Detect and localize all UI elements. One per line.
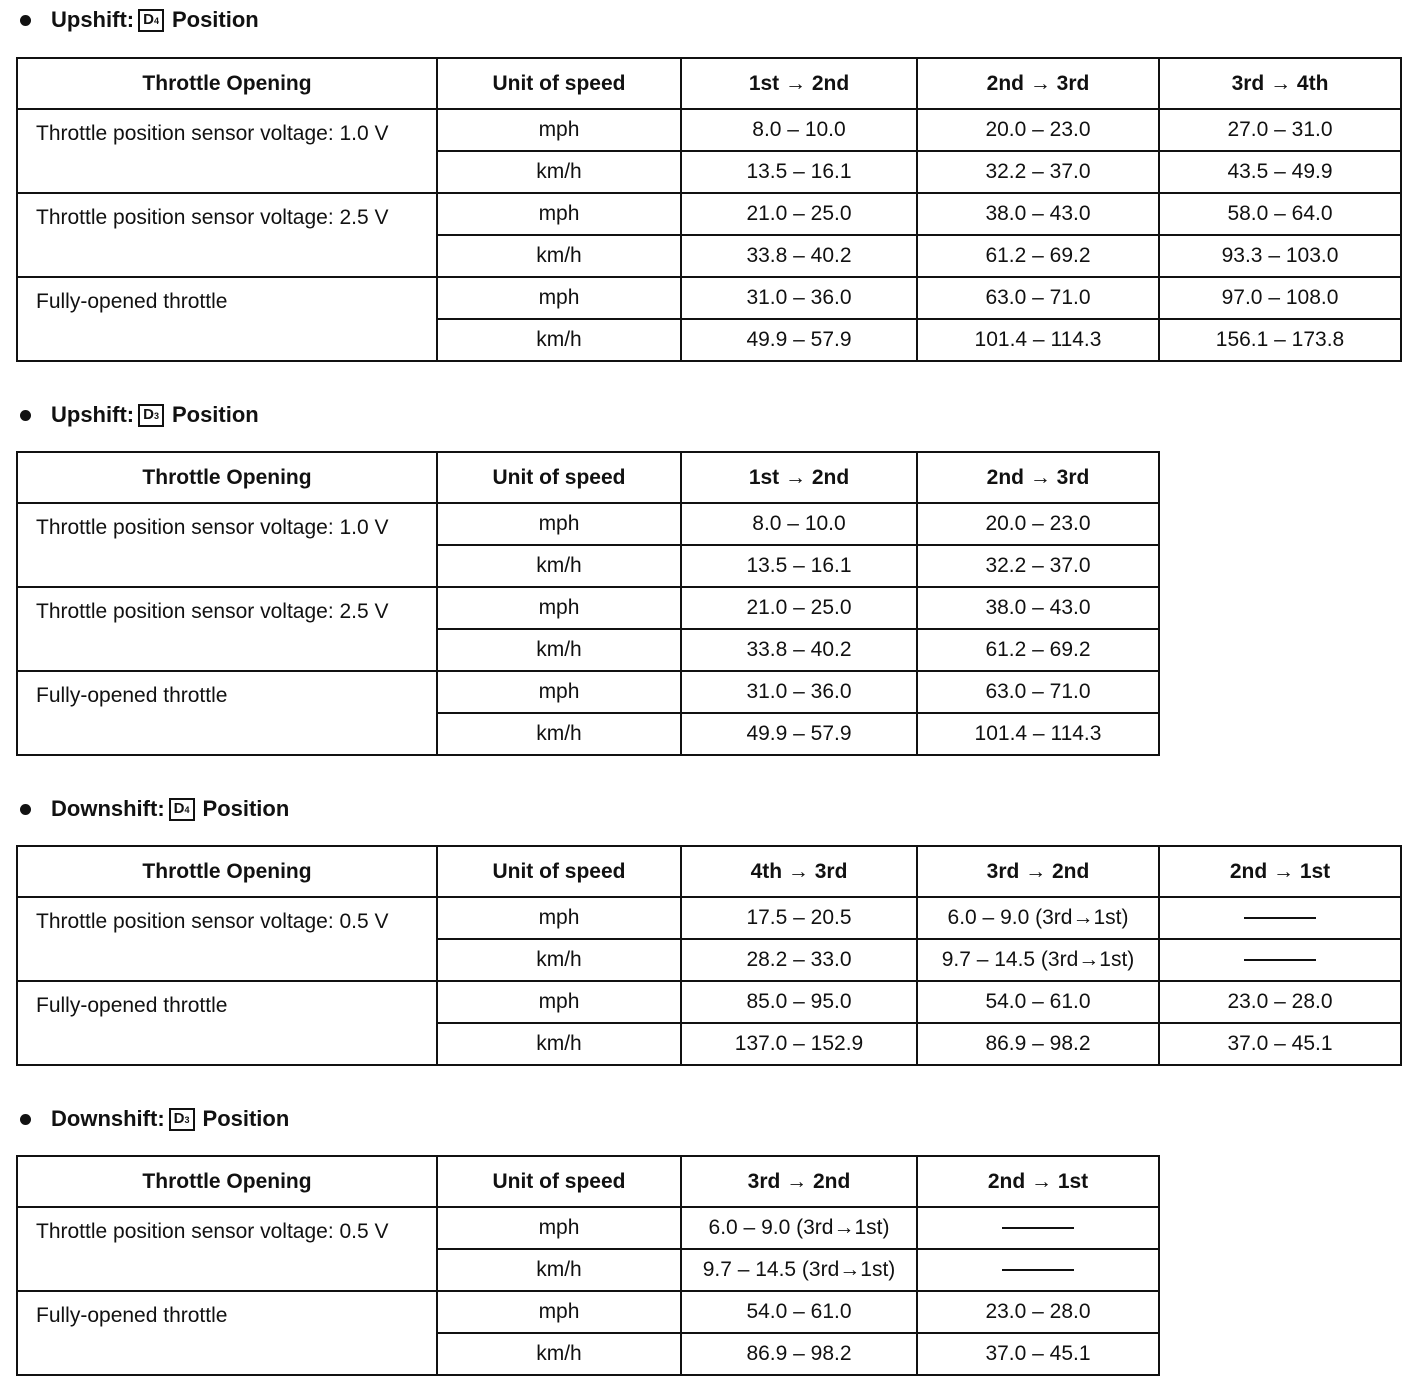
shift-speed-table bbox=[16, 451, 1160, 756]
column-header: 1st → 2nd bbox=[681, 452, 917, 503]
table-row bbox=[17, 1207, 1159, 1249]
section-title-prefix: Downshift: bbox=[51, 1106, 165, 1131]
speed-range-cell: 86.9 – 98.2 bbox=[681, 1333, 917, 1375]
speed-range-cell: 156.1 – 173.8 bbox=[1159, 319, 1401, 361]
speed-range-cell: 21.0 – 25.0 bbox=[681, 193, 917, 235]
column-header: 3rd → 4th bbox=[1159, 58, 1401, 109]
throttle-opening-cell: Fully-opened throttle bbox=[17, 671, 437, 755]
table-row bbox=[17, 503, 1159, 545]
speed-range-cell: 101.4 – 114.3 bbox=[917, 713, 1159, 755]
speed-range-cell: 43.5 – 49.9 bbox=[1159, 151, 1401, 193]
speed-range-cell: 58.0 – 64.0 bbox=[1159, 193, 1401, 235]
speed-range-cell: 97.0 – 108.0 bbox=[1159, 277, 1401, 319]
column-header: 3rd → 2nd bbox=[681, 1156, 917, 1207]
speed-range-cell: 38.0 – 43.0 bbox=[917, 193, 1159, 235]
speed-range-cell: 9.7 – 14.5 (3rd→1st) bbox=[681, 1249, 917, 1291]
bullet-icon bbox=[20, 15, 31, 26]
speed-range-cell: 137.0 – 152.9 bbox=[681, 1023, 917, 1065]
table-row bbox=[17, 109, 1401, 151]
gear-position-letter: D bbox=[143, 10, 154, 28]
unit-cell: mph bbox=[437, 671, 681, 713]
unit-cell: mph bbox=[437, 193, 681, 235]
section-title-prefix: Upshift: bbox=[51, 7, 135, 32]
speed-range-cell: 21.0 – 25.0 bbox=[681, 587, 917, 629]
gear-position-number: 4 bbox=[184, 804, 190, 815]
column-header: Unit of speed bbox=[437, 846, 681, 897]
unit-cell: mph bbox=[437, 587, 681, 629]
gear-position-badge bbox=[138, 404, 164, 427]
column-header: Unit of speed bbox=[437, 58, 681, 109]
speed-range-cell: 13.5 – 16.1 bbox=[681, 545, 917, 587]
column-header: 3rd → 2nd bbox=[917, 846, 1159, 897]
gear-position-badge bbox=[169, 798, 195, 821]
bullet-icon bbox=[20, 804, 31, 815]
section-title bbox=[20, 1104, 289, 1134]
section-title-suffix: Position bbox=[202, 796, 290, 821]
speed-range-cell: 101.4 – 114.3 bbox=[917, 319, 1159, 361]
bullet-icon bbox=[20, 410, 31, 421]
speed-range-cell: 54.0 – 61.0 bbox=[681, 1291, 917, 1333]
table-row bbox=[17, 587, 1159, 629]
speed-range-cell: 38.0 – 43.0 bbox=[917, 587, 1159, 629]
not-applicable-cell bbox=[917, 1249, 1159, 1291]
column-header: Throttle Opening bbox=[17, 846, 437, 897]
speed-range-cell: 85.0 – 95.0 bbox=[681, 981, 917, 1023]
speed-range-cell: 49.9 – 57.9 bbox=[681, 713, 917, 755]
gear-position-badge bbox=[169, 1108, 195, 1131]
unit-cell: km/h bbox=[437, 545, 681, 587]
speed-range-cell: 32.2 – 37.0 bbox=[917, 545, 1159, 587]
column-header: Throttle Opening bbox=[17, 58, 437, 109]
gear-position-number: 3 bbox=[184, 1114, 190, 1125]
column-header: 2nd → 1st bbox=[1159, 846, 1401, 897]
column-header: 2nd → 3rd bbox=[917, 452, 1159, 503]
unit-cell: mph bbox=[437, 277, 681, 319]
speed-range-cell: 31.0 – 36.0 bbox=[681, 277, 917, 319]
speed-range-cell: 32.2 – 37.0 bbox=[917, 151, 1159, 193]
speed-range-cell: 8.0 – 10.0 bbox=[681, 503, 917, 545]
gear-position-number: 3 bbox=[153, 410, 159, 421]
unit-cell: km/h bbox=[437, 235, 681, 277]
speed-range-cell: 9.7 – 14.5 (3rd→1st) bbox=[917, 939, 1159, 981]
table-row bbox=[17, 981, 1401, 1023]
section-title-suffix: Position bbox=[171, 402, 259, 427]
speed-range-cell: 37.0 – 45.1 bbox=[1159, 1023, 1401, 1065]
throttle-opening-cell: Throttle position sensor voltage: 2.5 V bbox=[17, 193, 437, 277]
gear-position-number: 4 bbox=[153, 15, 159, 26]
column-header: Throttle Opening bbox=[17, 1156, 437, 1207]
section-title-prefix: Downshift: bbox=[51, 796, 165, 821]
gear-position-letter: D bbox=[173, 1109, 185, 1127]
section-title bbox=[20, 5, 259, 35]
speed-range-cell: 23.0 – 28.0 bbox=[1159, 981, 1401, 1023]
column-header: Throttle Opening bbox=[17, 452, 437, 503]
speed-range-cell: 31.0 – 36.0 bbox=[681, 671, 917, 713]
dash-line bbox=[1002, 1227, 1074, 1229]
speed-range-cell: 13.5 – 16.1 bbox=[681, 151, 917, 193]
unit-cell: mph bbox=[437, 1207, 681, 1249]
bullet-icon bbox=[20, 1114, 31, 1125]
unit-cell: mph bbox=[437, 897, 681, 939]
gear-position-letter: D bbox=[143, 405, 154, 423]
table-header-row bbox=[17, 58, 1401, 109]
column-header: 4th → 3rd bbox=[681, 846, 917, 897]
speed-range-cell: 54.0 – 61.0 bbox=[917, 981, 1159, 1023]
throttle-opening-cell: Throttle position sensor voltage: 1.0 V bbox=[17, 109, 437, 193]
section-title-prefix: Upshift: bbox=[51, 402, 135, 427]
unit-cell: mph bbox=[437, 503, 681, 545]
unit-cell: km/h bbox=[437, 1023, 681, 1065]
gear-position-letter: D bbox=[173, 799, 185, 817]
table-row bbox=[17, 193, 1401, 235]
unit-cell: km/h bbox=[437, 151, 681, 193]
not-applicable-cell bbox=[1159, 939, 1401, 981]
speed-range-cell: 27.0 – 31.0 bbox=[1159, 109, 1401, 151]
speed-range-cell: 49.9 – 57.9 bbox=[681, 319, 917, 361]
speed-range-cell: 86.9 – 98.2 bbox=[917, 1023, 1159, 1065]
table-header-row bbox=[17, 1156, 1159, 1207]
unit-cell: km/h bbox=[437, 629, 681, 671]
unit-cell: km/h bbox=[437, 1333, 681, 1375]
speed-range-cell: 93.3 – 103.0 bbox=[1159, 235, 1401, 277]
throttle-opening-cell: Throttle position sensor voltage: 1.0 V bbox=[17, 503, 437, 587]
shift-speed-table bbox=[16, 1155, 1160, 1376]
column-header: 1st → 2nd bbox=[681, 58, 917, 109]
speed-range-cell: 33.8 – 40.2 bbox=[681, 629, 917, 671]
not-applicable-cell bbox=[917, 1207, 1159, 1249]
table-header-row bbox=[17, 846, 1401, 897]
speed-range-cell: 6.0 – 9.0 (3rd→1st) bbox=[917, 897, 1159, 939]
throttle-opening-cell: Throttle position sensor voltage: 0.5 V bbox=[17, 897, 437, 981]
speed-range-cell: 63.0 – 71.0 bbox=[917, 671, 1159, 713]
dash-line bbox=[1244, 959, 1316, 961]
speed-range-cell: 20.0 – 23.0 bbox=[917, 503, 1159, 545]
speed-range-cell: 8.0 – 10.0 bbox=[681, 109, 917, 151]
column-header: 2nd → 1st bbox=[917, 1156, 1159, 1207]
speed-range-cell: 23.0 – 28.0 bbox=[917, 1291, 1159, 1333]
speed-range-cell: 20.0 – 23.0 bbox=[917, 109, 1159, 151]
speed-range-cell: 6.0 – 9.0 (3rd→1st) bbox=[681, 1207, 917, 1249]
throttle-opening-cell: Throttle position sensor voltage: 0.5 V bbox=[17, 1207, 437, 1291]
shift-speed-table bbox=[16, 845, 1402, 1066]
throttle-opening-cell: Fully-opened throttle bbox=[17, 981, 437, 1065]
speed-range-cell: 33.8 – 40.2 bbox=[681, 235, 917, 277]
shift-speed-table bbox=[16, 57, 1402, 362]
throttle-opening-cell: Fully-opened throttle bbox=[17, 1291, 437, 1375]
section-title bbox=[20, 794, 289, 824]
section-title-suffix: Position bbox=[171, 7, 259, 32]
dash-line bbox=[1244, 917, 1316, 919]
unit-cell: mph bbox=[437, 981, 681, 1023]
dash-line bbox=[1002, 1269, 1074, 1271]
throttle-opening-cell: Throttle position sensor voltage: 2.5 V bbox=[17, 587, 437, 671]
table-header-row bbox=[17, 452, 1159, 503]
unit-cell: mph bbox=[437, 109, 681, 151]
unit-cell: km/h bbox=[437, 1249, 681, 1291]
gear-position-badge bbox=[138, 9, 164, 32]
unit-cell: mph bbox=[437, 1291, 681, 1333]
speed-range-cell: 28.2 – 33.0 bbox=[681, 939, 917, 981]
speed-range-cell: 63.0 – 71.0 bbox=[917, 277, 1159, 319]
speed-range-cell: 37.0 – 45.1 bbox=[917, 1333, 1159, 1375]
speed-range-cell: 61.2 – 69.2 bbox=[917, 629, 1159, 671]
section-title bbox=[20, 400, 259, 430]
unit-cell: km/h bbox=[437, 939, 681, 981]
column-header: Unit of speed bbox=[437, 1156, 681, 1207]
table-row bbox=[17, 671, 1159, 713]
column-header: 2nd → 3rd bbox=[917, 58, 1159, 109]
table-row bbox=[17, 1291, 1159, 1333]
table-row bbox=[17, 897, 1401, 939]
unit-cell: km/h bbox=[437, 319, 681, 361]
column-header: Unit of speed bbox=[437, 452, 681, 503]
unit-cell: km/h bbox=[437, 713, 681, 755]
speed-range-cell: 17.5 – 20.5 bbox=[681, 897, 917, 939]
speed-range-cell: 61.2 – 69.2 bbox=[917, 235, 1159, 277]
throttle-opening-cell: Fully-opened throttle bbox=[17, 277, 437, 361]
not-applicable-cell bbox=[1159, 897, 1401, 939]
section-title-suffix: Position bbox=[202, 1106, 290, 1131]
table-row bbox=[17, 277, 1401, 319]
